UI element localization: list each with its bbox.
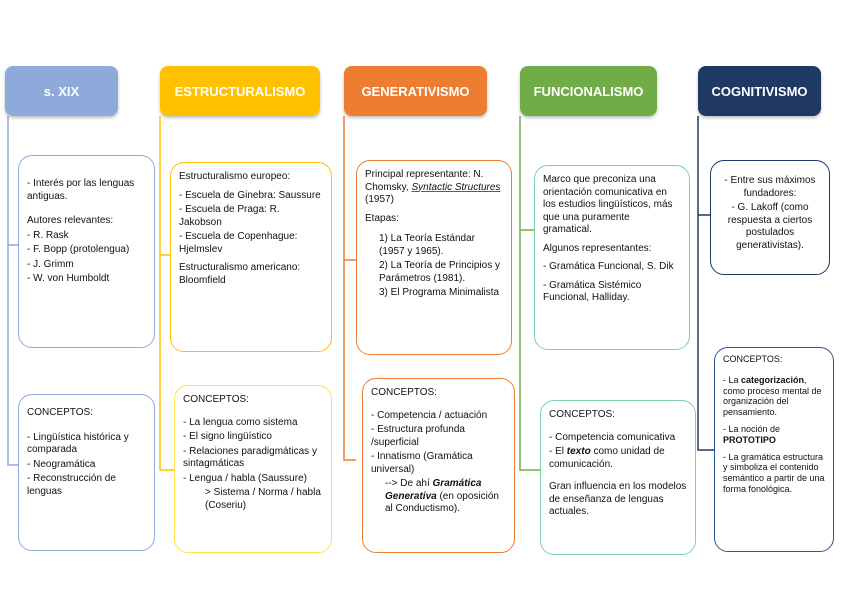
estructuralismo-conceptos-title: CONCEPTOS: <box>183 394 249 405</box>
xix-autor: - F. Bopp (protolengua) <box>27 244 130 255</box>
estructuralismo-concepto: - El signo lingüístico <box>183 431 272 442</box>
estructuralismo-concepto: - Relaciones paradigmáticas y sintagmáticas <box>183 445 317 469</box>
header-cognitivismo: COGNITIVISMO <box>698 66 821 116</box>
connector-generativismo <box>344 116 356 460</box>
generativismo-etapa: 3) El Programa Minimalista <box>379 287 500 298</box>
xix-autor: - J. Grimm <box>27 258 74 270</box>
connector-xix <box>8 116 18 465</box>
funcionalismo-conceptos-title: CONCEPTOS: <box>549 409 615 420</box>
estructuralismo-europeo: Estructuralismo europeo: <box>179 171 291 182</box>
generativismo-representante: Principal representante: N. Chomsky, Syntactic Structures (1957) <box>365 169 501 205</box>
cognitivismo-info-box <box>710 160 830 275</box>
funcionalismo-concepto: - El texto como unidad de comunicación. <box>549 446 665 470</box>
cognitivismo-conceptos-title: CONCEPTOS: <box>723 354 783 364</box>
estructuralismo-concepto: - Lengua / habla (Saussure) <box>183 472 307 484</box>
cognitivismo-gramatica: - La gramática estructura y simboliza el contenido semántico a partir de una forma fonológica. <box>723 451 825 494</box>
generativismo-concepto: - Innatismo (Gramática universal) <box>371 451 473 475</box>
estructuralismo-coseriu: > Sistema / Norma / habla (Coseriu) <box>205 487 321 511</box>
generativismo-conceptos-box <box>362 378 515 553</box>
cognitivismo-prototipo: - La noción de PROTOTIPO <box>723 423 781 445</box>
xix-conceptos-title: CONCEPTOS: <box>27 407 93 418</box>
funcionalismo-concepto: - Competencia comunicativa <box>549 431 676 443</box>
estructuralismo-info-box <box>170 162 332 352</box>
xix-concepto: - Reconstrucción de lenguas <box>27 473 116 497</box>
generativismo-etapa: 2) La Teoría de Principios y Parámetros (1981). <box>379 260 500 284</box>
cognitivismo-entre: - Entre sus máximos fundadores: <box>724 175 816 199</box>
xix-info-box <box>18 155 155 348</box>
header-estructuralismo: ESTRUCTURALISMO <box>160 66 320 116</box>
generativismo-gramatica-generativa: --> De ahí Gramática Generativa (en oposición al Conductismo). <box>385 478 499 514</box>
funcionalismo-gran-influencia: Gran influencia en los modelos de enseñanza de lenguas actuales. <box>549 481 687 517</box>
estructuralismo-concepto: - La lengua como sistema <box>183 416 298 428</box>
generativismo-conceptos-title: CONCEPTOS: <box>371 387 437 398</box>
estructuralismo-escuela: - Escuela de Praga: R. Jakobson <box>179 204 280 228</box>
xix-autor: - W. von Humboldt <box>27 273 110 284</box>
generativismo-etapas-title: Etapas: <box>365 212 399 224</box>
estructuralismo-escuela: - Escuela de Copenhague: Hjelmslev <box>179 231 298 255</box>
xix-conceptos-box <box>18 394 155 551</box>
funcionalismo-marco: Marco que preconiza una orientación comunicativa en los estudios lingüísticos, más que una puramente gramatical. <box>543 174 673 235</box>
funcionalismo-algunos: Algunos representantes: <box>543 242 652 254</box>
funcionalismo-info-box <box>534 165 690 350</box>
funcionalismo-representante: - Gramática Funcional, S. Dik <box>543 261 674 272</box>
estructuralismo-conceptos-box <box>174 385 332 553</box>
funcionalismo-representante: - Gramática Sistémico Funcional, Halliday. <box>543 279 642 303</box>
header-xix: s. XIX <box>5 66 118 116</box>
xix-interes: - Interés por las lenguas antiguas. <box>27 178 135 202</box>
xix-concepto: - Lingüística histórica y comparada <box>27 431 129 455</box>
estructuralismo-escuela: - Escuela de Ginebra: Saussure <box>179 189 321 201</box>
xix-autor: - R. Rask <box>27 229 69 241</box>
xix-concepto: - Neogramática <box>27 458 96 470</box>
generativismo-info-box <box>356 160 512 355</box>
estructuralismo-americano: Estructuralismo americano: Bloomfield <box>179 262 301 286</box>
xix-autores-title: Autores relevantes: <box>27 215 114 226</box>
cognitivismo-lakoff: - G. Lakoff (como respuesta a ciertos postulados generativistas). <box>727 202 813 251</box>
header-generativismo: GENERATIVISMO <box>344 66 487 116</box>
generativismo-concepto: - Estructura profunda /superficial <box>371 424 465 448</box>
generativismo-concepto: - Competencia / actuación <box>371 409 488 421</box>
cognitivismo-conceptos-box <box>714 347 834 552</box>
generativismo-etapa: 1) La Teoría Estándar (1957 y 1965). <box>379 233 475 257</box>
funcionalismo-conceptos-box <box>540 400 696 555</box>
header-funcionalismo: FUNCIONALISMO <box>520 66 657 116</box>
cognitivismo-categorizacion: - La categorización, como proceso mental de organización del pensamiento. <box>723 374 822 418</box>
